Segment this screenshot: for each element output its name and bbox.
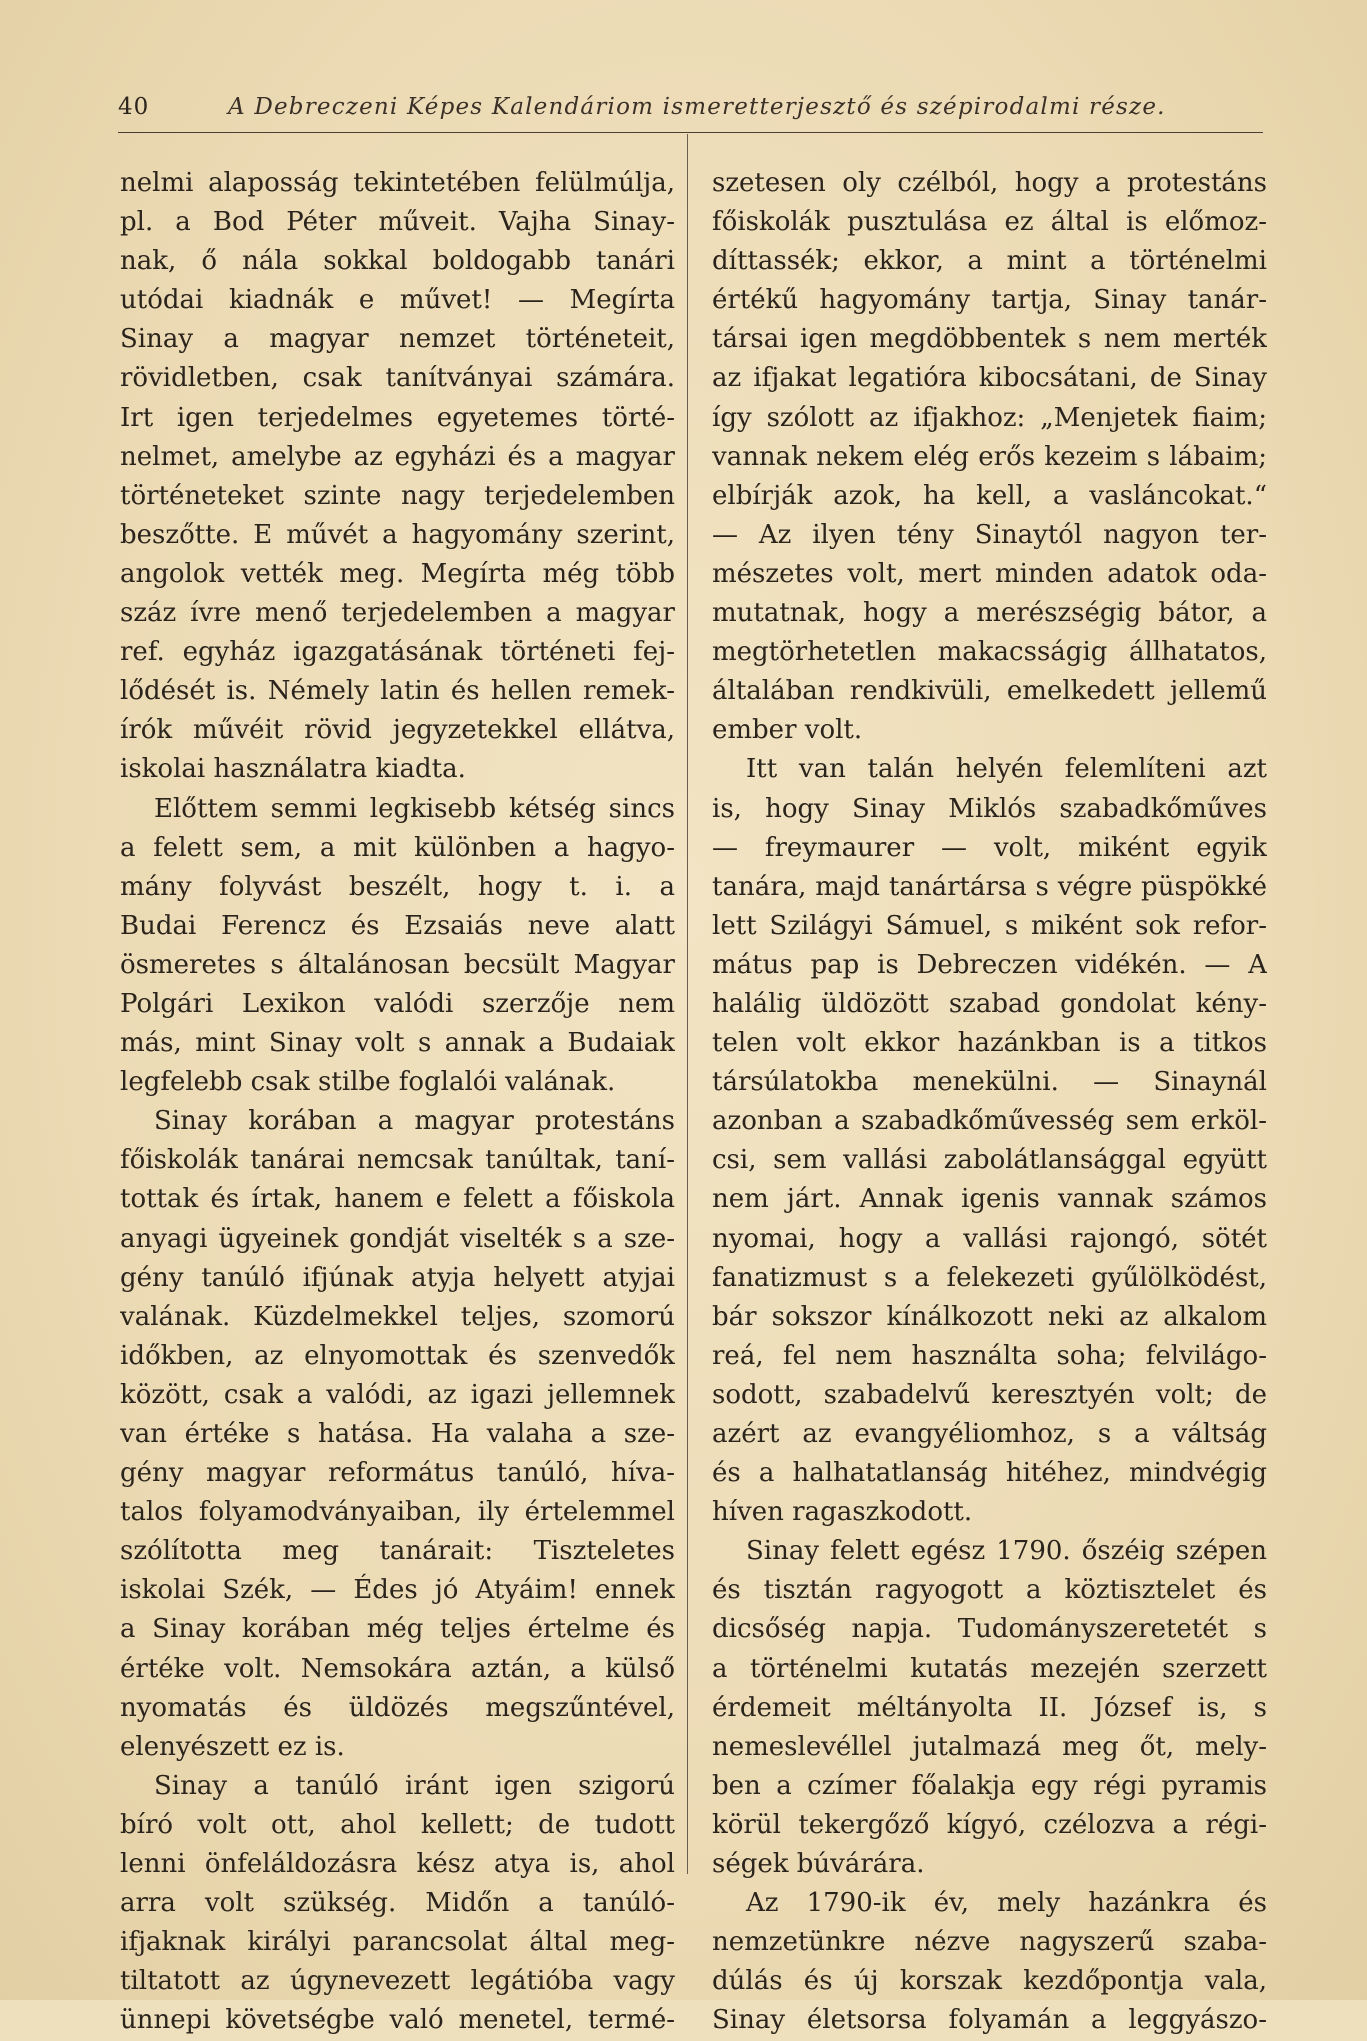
text-line: elbírják azok, ha kell, a vasláncokat.“ bbox=[712, 480, 1267, 511]
text-line: mátus pap is Debreczen vidékén. — A bbox=[712, 949, 1267, 980]
text-line: Itt van talán helyén felemlíteni azt bbox=[746, 754, 1267, 785]
text-line: időkben, az elnyomottak és szenvedők bbox=[120, 1340, 675, 1371]
text-line: nem járt. Annak igenis vannak számos bbox=[712, 1184, 1267, 1215]
text-line: értéke volt. Nemsokára aztán, a külső bbox=[120, 1653, 675, 1684]
page-number: 40 bbox=[118, 94, 150, 120]
text-line: Sinay a tanúló iránt igen szigorú bbox=[154, 1770, 675, 1801]
text-line: iskolai Szék, — Édes jó Atyáim! ennek bbox=[120, 1575, 675, 1606]
text-line: nemzetünkre nézve nagyszerű szaba- bbox=[712, 1927, 1267, 1958]
text-line: rövidletben, csak tanítványai számára. bbox=[120, 363, 675, 394]
text-line: az ifjakat legatióra kibocsátani, de Sinay bbox=[712, 363, 1267, 394]
text-line: arra volt szükség. Midőn a tanúló- bbox=[120, 1888, 675, 1919]
text-line: szetesen oly czélból, hogy a protestáns bbox=[712, 168, 1267, 198]
text-line: legfelebb csak stilbe foglalói valának. bbox=[120, 1067, 616, 1098]
text-line: szólította meg tanárait: Tiszteletes bbox=[120, 1536, 675, 1567]
text-line: csi, sem vallási zabolátlansággal együtt bbox=[712, 1145, 1267, 1176]
text-line: így szólott az ifjakhoz: „Menjetek fiaim; bbox=[712, 402, 1267, 433]
text-line: azonban a szabadkőművesség sem erköl- bbox=[712, 1106, 1267, 1137]
text-line: halálig üldözött szabad gondolat kény- bbox=[712, 988, 1267, 1019]
text-line: bíró volt ott, ahol kellett; de tudott bbox=[120, 1809, 675, 1840]
text-line: között, csak a valódi, az igazi jellemnek bbox=[120, 1379, 675, 1410]
text-line: mány folyvást beszélt, hogy t. i. a bbox=[120, 871, 675, 902]
text-line: is, hogy Sinay Miklós szabadkőműves bbox=[712, 793, 1267, 824]
text-line: lett Szilágyi Sámuel, s miként sok refor- bbox=[712, 910, 1267, 941]
text-line: általában rendkivüli, emelkedett jellemű bbox=[712, 676, 1267, 707]
text-line: ember volt. bbox=[712, 715, 863, 746]
text-line: a Sinay korában még teljes értelme és bbox=[120, 1614, 675, 1645]
text-line: reá, fel nem használta soha; felvilágo- bbox=[712, 1340, 1267, 1371]
text-line: nyomai, hogy a vallási rajongó, sötét bbox=[712, 1223, 1267, 1254]
column-divider bbox=[687, 134, 688, 1874]
text-line: körül tekergőző kígyó, czélozva a régi- bbox=[712, 1809, 1267, 1840]
text-line: Sinay a magyar nemzet történeteit, bbox=[120, 324, 675, 355]
text-line: mutatnak, hogy a merészségig bátor, a bbox=[712, 598, 1267, 629]
text-line: beszőtte. E művét a hagyomány szerint, bbox=[120, 519, 675, 550]
text-line: bár sokszor kínálkozott neki az alkalom bbox=[712, 1301, 1267, 1332]
text-line: tiltatott az úgynevezett legátióba vagy bbox=[120, 1966, 675, 1997]
text-line: nemeslevéllel jutalmazá meg őt, mely- bbox=[712, 1731, 1267, 1762]
text-line: gény tanúló ifjúnak atyja helyett atyjai bbox=[120, 1262, 675, 1293]
text-line: híven ragaszkodott. bbox=[712, 1497, 973, 1528]
text-line: van értéke s hatása. Ha valaha a sze- bbox=[120, 1419, 675, 1449]
text-line: megtörhetetlen makacsságig állhatatos, bbox=[712, 637, 1267, 668]
header-rule bbox=[118, 132, 1263, 133]
text-line: dicsőség napja. Tudományszeretetét s bbox=[712, 1614, 1267, 1645]
text-line: — freymaurer — volt, miként egyik bbox=[712, 832, 1267, 863]
text-line: történeteket szinte nagy terjedelemben bbox=[120, 480, 675, 511]
text-line: a felett sem, a mit különben a hagyo- bbox=[120, 832, 675, 863]
text-line: pl. a Bod Péter műveit. Vajha Sinay- bbox=[120, 207, 675, 238]
text-line: angolok vették meg. Megírta még több bbox=[120, 558, 675, 589]
text-line: írók művéit rövid jegyzetekkel ellátva, bbox=[120, 715, 675, 746]
text-line: ünnepi követségbe való menetel, termé- bbox=[120, 2005, 675, 2036]
text-line: díttassék; ekkor, a mint a történelmi bbox=[712, 246, 1267, 277]
text-line: iskolai használatra kiadta. bbox=[120, 754, 466, 785]
text-line: száz ívre menő terjedelemben a magyar bbox=[120, 598, 675, 629]
text-line: Sinay életsorsa folyamán a leggyászo- bbox=[712, 2005, 1267, 2036]
running-title: A Debreczeni Képes Kalendáriom ismeretterjesztő és szépirodalmi része. bbox=[228, 94, 1166, 120]
text-line: nelmi alaposság tekintetében felülmúlja, bbox=[120, 168, 675, 198]
text-line: — Az ilyen tény Sinaytól nagyon ter- bbox=[712, 519, 1267, 550]
text-line: érdemeit méltányolta II. József is, s bbox=[712, 1692, 1267, 1723]
text-line: Budai Ferencz és Ezsaiás neve alatt bbox=[120, 910, 675, 941]
text-line: gény magyar református tanúló, híva- bbox=[120, 1458, 675, 1489]
text-line: ifjaknak királyi parancsolat által meg- bbox=[120, 1927, 675, 1958]
left-column bbox=[120, 164, 675, 2041]
text-line: Irt igen terjedelmes egyetemes törté- bbox=[120, 402, 675, 433]
text-line: Az 1790-ik év, mely hazánkra és bbox=[746, 1888, 1267, 1919]
text-line: és tisztán ragyogott a köztisztelet és bbox=[712, 1575, 1267, 1606]
text-line: mészetes volt, mert minden adatok oda- bbox=[712, 558, 1267, 589]
text-line: ben a czímer főalakja egy régi pyramis bbox=[712, 1770, 1267, 1801]
text-line: Előttem semmi legkisebb kétség sincs bbox=[154, 793, 675, 824]
text-line: talos folyamodványaiban, ily értelemmel bbox=[120, 1497, 675, 1528]
text-line: más, mint Sinay volt s annak a Budaiak bbox=[120, 1028, 675, 1059]
page-header bbox=[118, 92, 1263, 132]
text-line: nelmet, amelybe az egyházi és a magyar bbox=[120, 441, 675, 472]
text-line: telen volt ekkor hazánkban is a titkos bbox=[712, 1028, 1267, 1059]
text-line: értékű hagyomány tartja, Sinay tanár- bbox=[712, 285, 1267, 316]
text-line: Polgári Lexikon valódi szerzője nem bbox=[120, 988, 675, 1019]
text-line: utódai kiadnák e művet! — Megírta bbox=[120, 285, 675, 316]
text-line: dúlás és új korszak kezdőpontja vala, bbox=[712, 1966, 1267, 1997]
text-line: főiskolák pusztulása ez által is előmoz- bbox=[712, 207, 1267, 238]
text-line: társai igen megdöbbentek s nem merték bbox=[712, 324, 1267, 355]
text-line: nyomatás és üldözés megszűntével, bbox=[120, 1692, 675, 1723]
text-line: főiskolák tanárai nemcsak tanúltak, taní- bbox=[120, 1145, 675, 1176]
text-line: elenyészett ez is. bbox=[120, 1731, 345, 1762]
text-line: Sinay korában a magyar protestáns bbox=[154, 1106, 675, 1137]
text-line: ösmeretes s általánosan becsült Magyar bbox=[120, 949, 675, 980]
text-line: társúlatokba menekülni. — Sinaynál bbox=[712, 1067, 1267, 1098]
text-line: anyagi ügyeinek gondját viselték s a sze- bbox=[120, 1223, 675, 1254]
text-line: és a halhatatlanság hitéhez, mindvégig bbox=[712, 1458, 1267, 1489]
right-column bbox=[712, 164, 1267, 2041]
text-line: a történelmi kutatás mezején szerzett bbox=[712, 1653, 1267, 1684]
text-line: ref. egyház igazgatásának történeti fej- bbox=[120, 637, 675, 668]
text-line: azért az evangyéliomhoz, s a váltság bbox=[712, 1419, 1267, 1449]
text-line: nak, ő nála sokkal boldogabb tanári bbox=[120, 246, 675, 277]
text-line: vannak nekem elég erős kezeim s lábaim; bbox=[712, 441, 1267, 472]
text-line: lenni önfeláldozásra kész atya is, ahol bbox=[120, 1849, 675, 1880]
text-line: sodott, szabadelvű keresztyén volt; de bbox=[712, 1379, 1267, 1410]
text-line: tottak és írtak, hanem e felett a főiskola bbox=[120, 1184, 675, 1215]
text-line: fanatizmust s a felekezeti gyűlölködést, bbox=[712, 1262, 1267, 1293]
text-line: lődését is. Némely latin és hellen remek- bbox=[120, 676, 675, 707]
text-line: Sinay felett egész 1790. őszéig szépen bbox=[746, 1536, 1267, 1567]
text-line: valának. Küzdelmekkel teljes, szomorú bbox=[120, 1301, 675, 1332]
text-line: ségek búvárára. bbox=[712, 1849, 925, 1880]
text-line: tanára, majd tanártársa s végre püspökké bbox=[712, 871, 1267, 902]
